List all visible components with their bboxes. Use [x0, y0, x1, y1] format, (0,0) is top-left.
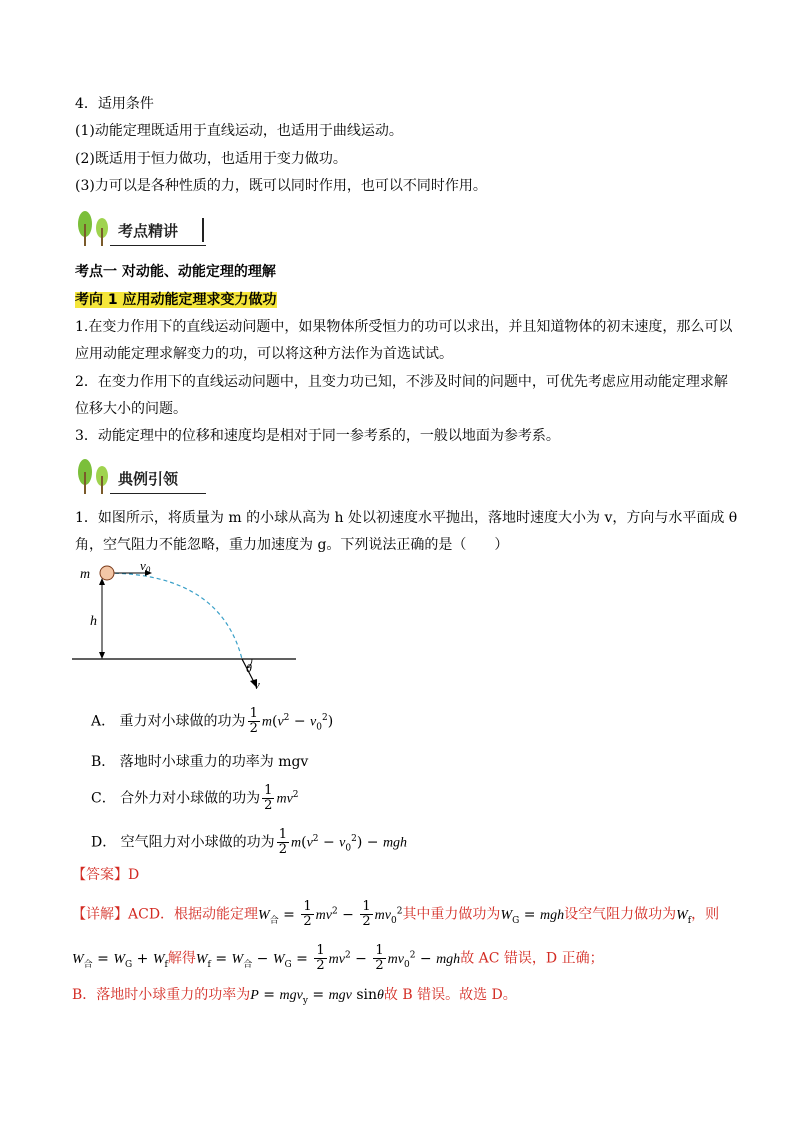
direction-highlight: 考向 1 应用动能定理求变力做功 [75, 292, 277, 308]
detail-text-1c: 设空气阻力做功为 [564, 906, 677, 923]
paragraph-1b: 应用动能定理求解变力的功，可以将这种方法作为首选试试。 [75, 346, 453, 362]
answer-line [72, 865, 139, 885]
option-c[interactable]: C． 合外力对小球做的功为 $\frac{1}{2}$ $mv^2$ [91, 783, 299, 813]
v0-subscript: 0 [145, 565, 151, 575]
option-c-text: C． 合外力对小球做的功为 [91, 790, 261, 807]
v0-label: v [140, 560, 146, 573]
fraction-half: $\frac{1}{2}$ [249, 706, 258, 736]
detail-label: 【详解】 [72, 906, 128, 923]
question-line-2: 角，空气阻力不能忽略，重力加速度为 g。下列说法正确的是（ ） [75, 537, 509, 553]
detail-line-1: 【详解】ACD．根据动能定理$W_合$ = $\frac{1}{2}$ $mv^2$ − $\frac{1}{2}$ $mv_0^2$其中重力做功为$W_G$ = mgh设空气阻力做功为$W_f$，则 [72, 899, 720, 929]
paragraph-3: 3．动能定理中的位移和速度均是相对于同一参考系的，一般以地面为参考系。 [75, 428, 560, 444]
mass-label: m [80, 567, 91, 582]
paragraph-2a: 2．在变力作用下的直线运动问题中，且变力功已知，不涉及时间的问题中，可优先考虑应用动能定理求解 [75, 374, 728, 390]
answer-value: D [128, 867, 140, 883]
banner-kaodian [74, 208, 214, 248]
banner-underline [110, 493, 206, 495]
direction-title [75, 290, 277, 310]
option-b-text: B． 落地时小球重力的功率为 mgv [91, 754, 309, 770]
banner-edge [202, 218, 204, 242]
theta-label: θ [246, 661, 252, 675]
svg-text:v0 [140, 560, 151, 575]
question-line-1: 1．如图所示，将质量为 m 的小球从高为 h 处以初速度水平抛出，落地时速度大小为 v，方向与水平面成 θ [75, 510, 738, 526]
detail-text-2a: 解得 [167, 950, 196, 967]
banner-underline [110, 245, 206, 247]
trajectory-curve [108, 573, 242, 659]
paragraph-2b: 位移大小的问题。 [75, 401, 187, 417]
tree-icon [74, 208, 114, 248]
height-arrow-bottom [99, 652, 105, 659]
tree-icon [74, 456, 114, 496]
section-heading: 4．适用条件 [75, 96, 154, 112]
detail-text-1b: 其中重力做功为 [402, 906, 501, 923]
detail-text-3a: B．落地时小球重力的功率为 [72, 987, 251, 1003]
fraction-half: $\frac{1}{2}$ [278, 827, 287, 857]
ball [100, 566, 114, 580]
banner-title: 典例引领 [118, 470, 179, 488]
option-d[interactable]: D． 空气阻力对小球做的功为 $\frac{1}{2}$ $m(v^2 - v_0^2)$ − mgh [91, 827, 408, 857]
height-label: h [90, 614, 97, 629]
kaodian-title: 考点一 对动能、动能定理的理解 [75, 264, 276, 280]
option-a[interactable]: A． 重力对小球做的功为 $\frac{1}{2}$ $m(v^2 - v_0^2)$ [91, 706, 334, 736]
detail-text-1a: ACD．根据动能定理 [128, 906, 259, 923]
option-d-text: D． 空气阻力对小球做的功为 [91, 834, 275, 851]
projectile-figure [70, 560, 310, 695]
condition-item-2: (2)既适用于恒力做功，也适用于变力做功。 [75, 151, 347, 167]
condition-item-1: (1)动能定理既适用于直线运动，也适用于曲线运动。 [75, 123, 403, 139]
detail-text-3b: 故 B 错误。故选 D。 [383, 987, 517, 1003]
condition-item-3: (3)力可以是各种性质的力，既可以同时作用，也可以不同时作用。 [75, 178, 487, 194]
fraction-half: $\frac{1}{2}$ [264, 783, 273, 813]
detail-line-2: $W_合 = W_G + W_f$解得$W_f = W_合 - W_G$ = $\frac{1}{2}$ $mv^2$ − $\frac{1}{2}$ $mv_0^2$ − mgh故 AC 错误，D 正确； [72, 943, 604, 973]
detail-line-3: B．落地时小球重力的功率为P = mgv$_y$ = mgv sinθ故 B 错误。故选 D。 [72, 987, 517, 1006]
paragraph-1a: 1.在变力作用下的直线运动问题中，如果物体所受恒力的功可以求出，并且知道物体的初末速度，那么可以 [75, 319, 733, 335]
option-b[interactable] [91, 752, 308, 772]
detail-text-2b: 故 AC 错误，D 正确； [460, 950, 604, 967]
detail-text-1d: ，则 [691, 906, 720, 923]
banner-title: 考点精讲 [118, 222, 179, 240]
answer-label: 【答案】 [72, 867, 128, 883]
banner-dianli [74, 456, 214, 496]
v-label: v [254, 677, 260, 692]
option-a-text: A． 重力对小球做的功为 [91, 713, 246, 730]
